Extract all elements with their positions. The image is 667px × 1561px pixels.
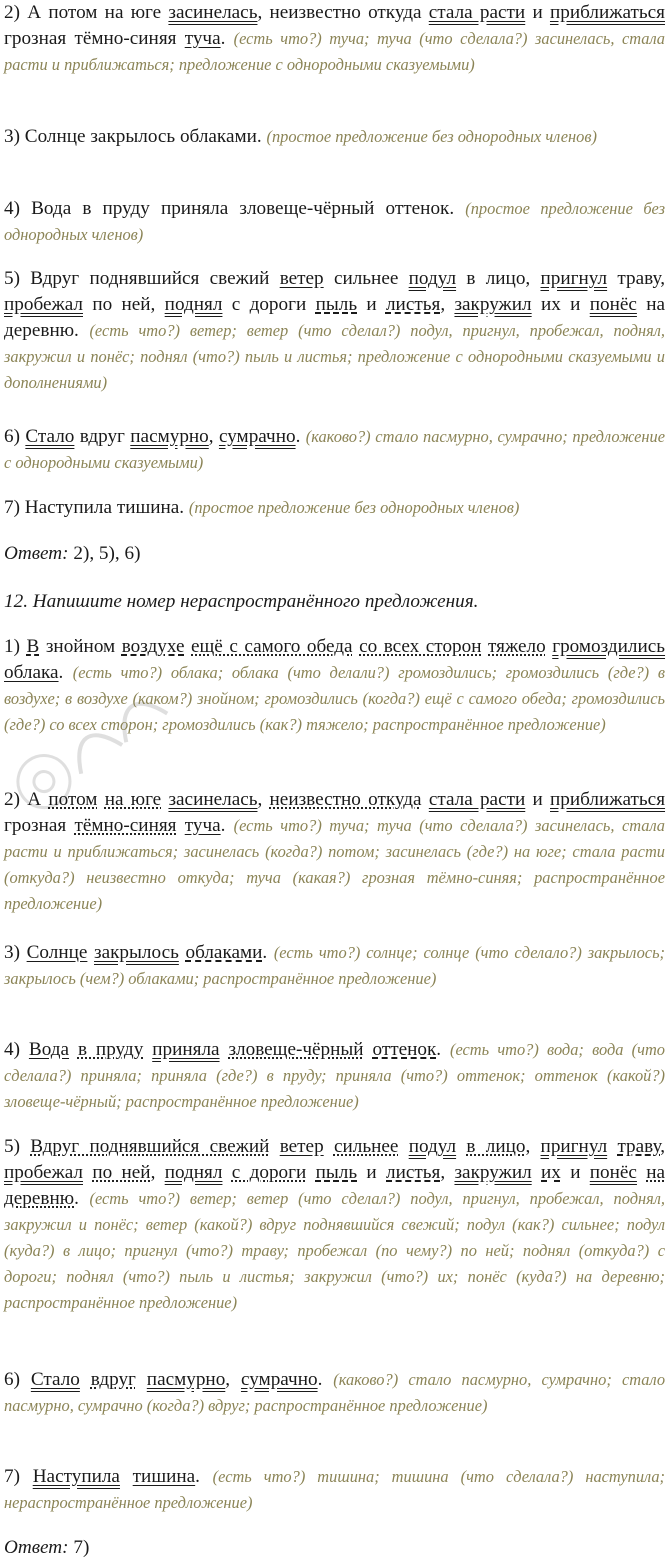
answer-value: 7) <box>68 1537 90 1558</box>
task12-answer <box>4 1535 665 1561</box>
sentence-comment: (каково?) стало пасмурно, сумрачно; предложение с однородными сказуемыми) <box>4 427 666 472</box>
prev-sentence-7: 7) Наступила тишина. (простое предложение без однородных членов) <box>4 497 520 518</box>
sentence-comment: (простое предложение без однородных членов) <box>266 127 597 146</box>
prev-sentence-2: 2) А потом на юге засинелась, неизвестно откуда стала расти и приближаться грозная тёмно-синяя туча. (есть что?) туча; туча (что сделала?) засинелась, стала расти и приближаться; предложение с однородными сказуемыми) <box>4 2 665 74</box>
sentence-comment: (есть что?) туча; туча (что сделала?) засинелась, стала расти и приближаться; предложение с однородными сказуемыми) <box>4 29 665 74</box>
answer-label: Ответ: <box>4 1537 69 1558</box>
prev-sentence-3: 3) Солнце закрылось облаками. (простое предложение без однородных членов) <box>4 126 597 147</box>
sentence-comment: (есть что?) ветер; ветер (что сделал?) подул, пригнул, пробежал, поднял, закружил и понёс; поднял (что?) пыль и листья; предложение с однородными сказуемыми и дополнениями) <box>4 321 665 392</box>
task12-sentence-1: 1) В знойном воздухе ещё с самого обеда со всех сторон тяжело громоздились облака. (есть что?) облака; облака (что делали?) громоздились; громоздились (где?) в воздухе; в воздухе (каком?) знойном; громоздились (когда?) ещё с самого обеда; громоздились (где?) со всех сторон; громоздились (как?) тяжело; распространённое предложение) <box>4 636 666 734</box>
sentence-comment: (есть что?) облака; облака (что делали?) громоздились; громоздились (где?) в воздухе; в воздухе (каком?) знойном; громоздились (когда?) ещё с самого обеда; громоздились (где?) со всех сторон; громоздились (как?) тяжело; распространённое предложение) <box>4 663 666 734</box>
prev-sentence-6: 6) Стало вдруг пасмурно, сумрачно. (каково?) стало пасмурно, сумрачно; предложение с однородными сказуемыми) <box>4 426 666 472</box>
task12-sentence-3: 3) Солнце закрылось облаками. (есть что?) солнце; солнце (что сделало?) закрылось; закрылось (чем?) облаками; распространённое предложение) <box>4 942 666 988</box>
sentence-comment: (есть что?) вода; вода (что сделала?) приняла; приняла (где?) в пруду; приняла (что?) оттенок; оттенок (какой?) зловеще-чёрный; распространённое предложение) <box>4 1040 665 1111</box>
answer-value: 2), 5), 6) <box>68 543 141 564</box>
prev-sentence-4: 4) Вода в пруду приняла зловеще-чёрный оттенок. (простое предложение без однородных членов) <box>4 198 666 244</box>
task12-sentence-5: 5) Вдруг поднявшийся свежий ветер сильнее подул в лицо, пригнул траву, пробежал по ней, поднял с дороги пыль и листья, закружил их и понёс на деревню. (есть что?) ветер; ветер (что сделал?) подул, пригнул, пробежал, поднял, закружил и понёс; ветер (какой?) вдруг поднявшийся свежий; подул (как?) сильнее; подул (куда?) в лицо; пригнул (что?) траву; пробежал (по чему?) по ней; поднял (откуда?) с дороги; поднял (что?) пыль и листья; закружил (что?) их; понёс (куда?) на деревню; распространённое предложение) <box>4 1136 666 1312</box>
sentence-comment: (простое предложение без однородных членов) <box>4 199 666 244</box>
sentence-comment: (есть что?) тишина; тишина (что сделала?) наступила; нераспространённое предложение) <box>4 1467 666 1512</box>
task12-sentence-4: 4) Вода в пруду приняла зловеще-чёрный оттенок. (есть что?) вода; вода (что сделала?) приняла; приняла (где?) в пруду; приняла (что?) оттенок; оттенок (какой?) зловеще-чёрный; распространённое предложение) <box>4 1039 665 1111</box>
task12-sentence-7: 7) Наступила тишина. (есть что?) тишина; тишина (что сделала?) наступила; нераспространённое предложение) <box>4 1466 666 1512</box>
sentence-comment: (есть что?) туча; туча (что сделала?) засинелась, стала расти и приближаться; засинелась (когда?) потом; засинелась (где?) на юге; стала расти (откуда?) неизвестно откуда; туча (какая?) грозная тёмно-синяя; распространённое предложение) <box>4 816 666 913</box>
sentence-comment: (каково?) стало пасмурно, сумрачно; стало пасмурно, сумрачно (когда?) вдруг; распространённое предложение) <box>4 1370 666 1415</box>
sentence-comment: (есть что?) солнце; солнце (что сделало?) закрылось; закрылось (чем?) облаками; распространённое предложение) <box>4 943 666 988</box>
prev-sentence-5: 5) Вдруг поднявшийся свежий ветер сильнее подул в лицо, пригнул траву, пробежал по ней, поднял с дороги пыль и листья, закружил их и понёс на деревню. (есть что?) ветер; ветер (что сделал?) подул, пригнул, пробежал, поднял, закружил и понёс; поднял (что?) пыль и листья; предложение с однородными сказуемыми и дополнениями) <box>4 268 666 392</box>
sentence-comment: (простое предложение без однородных членов) <box>188 498 520 517</box>
task12-sentence-6: 6) Стало вдруг пасмурно, сумрачно. (каково?) стало пасмурно, сумрачно; стало пасмурно, сумрачно (когда?) вдруг; распространённое предложение) <box>4 1369 666 1415</box>
task-12-question: 12. Напишите номер нераспространённого предложения. <box>4 591 479 612</box>
sentence-comment: (есть что?) ветер; ветер (что сделал?) подул, пригнул, пробежал, поднял, закружил и понёс; ветер (какой?) вдруг поднявшийся свежий; подул (как?) сильнее; подул (куда?) в лицо; пригнул (что?) траву; пробежал (по чему?) по ней; поднял (откуда?) с дороги; поднял (что?) пыль и листья; закружил (что?) их; понёс (куда?) на деревню; распространённое предложение) <box>4 1189 666 1312</box>
answer-label: Ответ: <box>4 543 69 564</box>
prev-answer <box>4 541 665 567</box>
task12-sentence-2: 2) А потом на юге засинелась, неизвестно откуда стала расти и приближаться грозная тёмно-синяя туча. (есть что?) туча; туча (что сделала?) засинелась, стала расти и приближаться; засинелась (когда?) потом; засинелась (где?) на юге; стала расти (откуда?) неизвестно откуда; туча (какая?) грозная тёмно-синяя; распространённое предложение) <box>4 789 666 913</box>
